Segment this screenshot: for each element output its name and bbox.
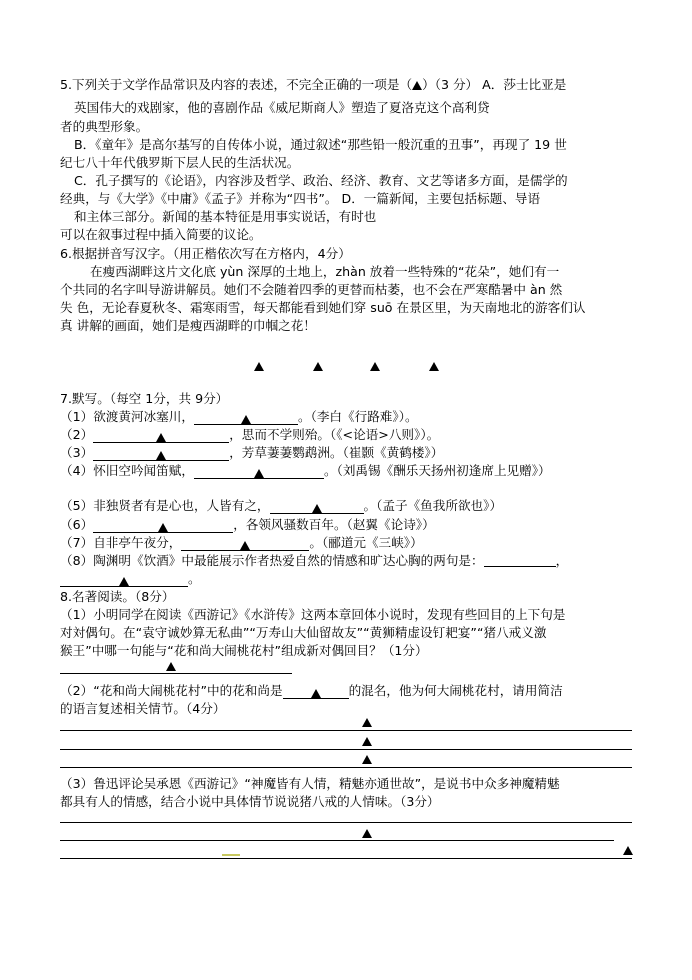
q7-text: ，芳草萋萋鹦鹉洲。（崔颢《黄鹤楼》） <box>229 445 444 460</box>
q8-part1-line-3: 猴王”中哪一句能与“花和尚大闹桃花村”组成新对偶回目？（1分） <box>60 643 428 658</box>
q7-item-2 <box>60 426 439 443</box>
q7-text: （3） <box>60 445 94 460</box>
answer-triangle-icon <box>166 662 176 671</box>
q7-text: （7）自非亭午夜分， <box>60 535 182 550</box>
q8-title: 8.名著阅读。（8分） <box>60 589 175 604</box>
q7-blank-2[interactable] <box>93 428 229 443</box>
highlight-mark <box>222 854 240 856</box>
q7-blank-1[interactable] <box>194 410 298 425</box>
q7-item-1 <box>60 408 418 425</box>
answer-triangle-icon <box>362 718 372 727</box>
q8-part1-line-1: （1）小明同学在阅读《西游记》《水浒传》这两本章回体小说时，发现有些回目的上下句是 <box>60 607 566 622</box>
q7-text: 。（孟子《鱼我所欲也》） <box>363 498 503 513</box>
q7-title: 7.默写。（每空 1分，共 9分） <box>60 391 229 406</box>
q5-line-7: 经典，与《大学》《中庸》《孟子》并称为“四书”。 D．一篇新闻，主要包括标题、导语 <box>60 191 541 206</box>
q6-title: 6.根据拼音写汉字。（用正楷依次写在方格内，4分） <box>60 246 351 261</box>
q6-line-1: 在瘦西湖畔这片文化底 yùn 深厚的土地上，zhàn 放着一些特殊的“花朵”，她们有一 <box>90 264 560 279</box>
q8-part2-line-2: 的语言复述相关情节。（4分） <box>60 701 226 716</box>
answer-box-triangle-icon[interactable] <box>254 362 264 371</box>
q7-text: 。（李白《行路难》）。 <box>297 409 418 424</box>
answer-line[interactable] <box>60 767 632 768</box>
answer-triangle-icon <box>119 577 129 586</box>
q7-blank-8b[interactable] <box>60 572 188 587</box>
q5-line-9: 可以在叙事过程中插入简要的议论。 <box>60 227 262 242</box>
answer-box-triangle-icon[interactable] <box>370 362 380 371</box>
q7-blank-5[interactable] <box>270 499 364 514</box>
answer-triangle-icon <box>312 504 322 513</box>
q7-blank-7[interactable] <box>181 536 309 551</box>
answer-line[interactable] <box>60 749 632 750</box>
answer-line[interactable] <box>60 730 632 731</box>
q5-option-b: B．《童年》是高尔基写的自传体小说，通过叙述“那些铅一般沉重的丑事”，再现了 19 世 <box>74 137 567 152</box>
q7-text: ， <box>555 553 569 568</box>
q7-item-6 <box>60 516 435 533</box>
q7-text: （6） <box>60 517 94 532</box>
q5-line-2: 英国伟大的戏剧家，他的喜剧作品《威尼斯商人》塑造了夏洛克这个高利贷 <box>74 100 490 115</box>
answer-triangle-icon <box>623 846 633 855</box>
answer-triangle-icon <box>156 433 166 442</box>
q7-item-3 <box>60 444 443 461</box>
q7-text: 。（刘禹锡《酬乐天扬州初逢席上见赠》） <box>323 463 551 478</box>
q7-text: （5）非独贤者有是心也，人皆有之， <box>60 498 270 513</box>
q5-text: 5.下列关于文学作品常识及内容的表述，不完全正确的一项是（ <box>60 77 413 92</box>
q8-text: 的混名，他为何大闹桃花村，请用简洁 <box>348 683 563 698</box>
q5-line-1 <box>60 76 566 93</box>
answer-triangle-icon <box>241 415 251 424</box>
q8-part2-line-1 <box>60 682 563 699</box>
answer-line[interactable] <box>60 840 614 841</box>
q7-blank-3[interactable] <box>93 446 229 461</box>
answer-line[interactable] <box>60 858 632 859</box>
q6-line-3: 失 色，无论春夏秋冬、霜寒雨雪，每天都能看到她们穿 suō 在景区里，为天南地北的游客们认 <box>60 300 586 315</box>
q7-item-8-cont <box>60 570 201 587</box>
answer-triangle-icon <box>412 81 422 90</box>
q7-blank-8a[interactable] <box>484 552 556 567</box>
q7-item-4 <box>60 462 551 479</box>
q5-line-8: 和主体三部分。新闻的基本特征是用事实说话，有时也 <box>74 209 377 224</box>
answer-box-triangle-icon[interactable] <box>313 362 323 371</box>
q8-blank-hua-heshang[interactable] <box>283 684 349 699</box>
answer-triangle-icon <box>362 755 372 764</box>
q7-text: （4）怀旧空吟闻笛赋， <box>60 463 194 478</box>
answer-line[interactable] <box>60 673 292 674</box>
q7-item-7 <box>60 534 423 551</box>
answer-triangle-icon <box>254 469 264 478</box>
q6-line-4: 真 讲解的画面，她们是瘦西湖畔的巾帼之花！ <box>60 318 316 333</box>
q5-option-c: C．孔子撰写的《论语》，内容涉及哲学、政治、经济、教育、文艺等诸多方面，是儒学的 <box>74 173 568 188</box>
answer-box-triangle-icon[interactable] <box>429 362 439 371</box>
q8-part3-line-1: （3）鲁迅评论吴承恩《西游记》“神魔皆有人情，精魅亦通世故”，是说书中众多神魔精魅 <box>60 776 560 791</box>
answer-triangle-icon <box>362 829 372 838</box>
answer-triangle-icon <box>362 737 372 746</box>
answer-triangle-icon <box>311 689 321 698</box>
q7-text: （2） <box>60 427 94 442</box>
q7-text: 。 <box>188 571 201 586</box>
q7-text: （1）欲渡黄河冰塞川， <box>60 409 194 424</box>
q7-blank-6[interactable] <box>93 518 233 533</box>
q6-line-2: 个共同的名字叫导游讲解员。她们不会随着四季的更替而枯萎，也不会在严寒酷暑中 àn 然 <box>60 282 563 297</box>
q8-part3-line-2: 都具有人的情感，结合小说中具体情节说说猪八戒的人情味。（3分） <box>60 794 440 809</box>
q7-text: ，各领风骚数百年。（赵翼《论诗》） <box>233 517 435 532</box>
q5-line-5: 纪七八十年代俄罗斯下层人民的生活状况。 <box>60 155 300 170</box>
answer-triangle-icon <box>156 451 166 460</box>
q7-item-8 <box>60 552 568 569</box>
q7-item-5 <box>60 497 502 514</box>
q5-line-3: 者的典型形象。 <box>60 119 149 134</box>
answer-triangle-icon <box>240 541 250 550</box>
q8-part1-line-2: 对対偶句。在“袁守诚妙算无私曲”“万寿山大仙留故友”“黄狮精虚设钉耙宴”“猪八戒义激 <box>60 625 547 640</box>
q7-text: （8）陶渊明《饮酒》中最能展示作者热爱自然的情感和旷达心胸的两句是： <box>60 553 484 568</box>
answer-triangle-icon <box>158 523 168 532</box>
q7-text: 。（郦道元《三峡》） <box>309 535 423 550</box>
q5-text: ）（3 分） A．莎士比亚是 <box>422 77 567 92</box>
q8-text: （2）“花和尚大闹桃花村”中的花和尚是 <box>60 683 283 698</box>
answer-line[interactable] <box>60 822 632 823</box>
q7-blank-4[interactable] <box>194 464 324 479</box>
q7-text: ，思而不学则殆。（《<论语>八则》）。 <box>229 427 440 442</box>
